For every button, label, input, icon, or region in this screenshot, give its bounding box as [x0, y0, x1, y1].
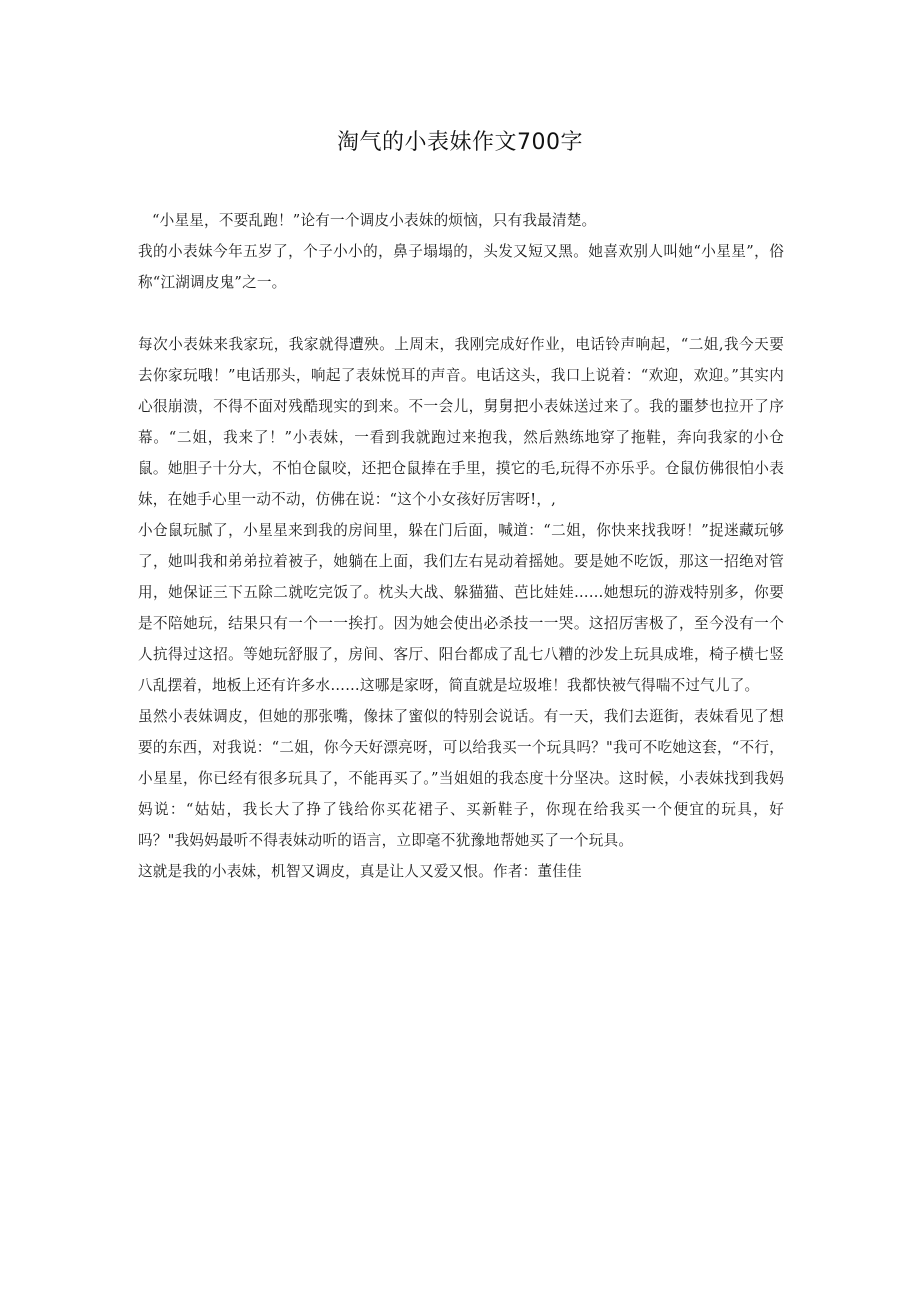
paragraph-3: 每次小表妹来我家玩，我家就得遭殃。上周末，我刚完成好作业，电话铃声响起，“二姐,我今天要去你家玩哦！”电话那头，响起了表妹悦耳的声音。电话这头，我口上说着：“欢迎，欢迎。”其实内心很崩溃，不得不面对残酷现实的到来。不一会儿，舅舅把小表妹送过来了。我的噩梦也拉开了序幕。“二姐，我来了！”小表妹，一看到我就跑过来抱我，然后熟练地穿了拖鞋，奔向我家的小仓鼠。她胆子十分大，不怕仓鼠咬，还把仓鼠捧在手里，摸它的毛,玩得不亦乐乎。仓鼠仿佛很怕小表妹，在她手心里一动不动，仿佛在说：“这个小女孩好厉害呀!，,	[138, 336, 784, 508]
document-body	[138, 205, 784, 887]
document-title: 淘气的小表妹作文700字	[337, 130, 583, 155]
paragraph-1: “小星星，不要乱跑！”论有一个调皮小表妹的烦恼，只有我最清楚。	[152, 212, 597, 229]
paragraph-4: 小仓鼠玩腻了，小星星来到我的房间里，躲在门后面，喊道：“二姐，你快来找我呀！”捉迷藏玩够了，她叫我和弟弟拉着被子，她躺在上面，我们左右晃动着摇她。要是她不吃饭，那这一招绝对管用，她保证三下五除二就吃完饭了。枕头大战、躲猫猫、芭比娃娃……她想玩的游戏特别多，你要是不陪她玩，结果只有一个一一挨打。因为她会使出必杀技一一哭。这招厉害极了，至今没有一个人抗得过这招。等她玩舒服了，房间、客厅、阳台都成了乱七八糟的沙发上玩具成堆，椅子横七竖八乱摆着，地板上还有许多水……这哪是家呀，简直就是垃圾堆！我都快被气得喘不过气儿了。	[138, 522, 784, 694]
paragraph-6: 这就是我的小表妹，机智又调皮，真是让人又爱又恨。作者：董佳佳	[138, 863, 582, 880]
paragraph-2: 我的小表妹今年五岁了，个子小小的，鼻子塌塌的，头发又短又黑。她喜欢别人叫她“小星星”，俗称“江湖调皮鬼”之一。	[138, 243, 784, 291]
paragraph-5: 虽然小表妹调皮，但她的那张嘴，像抹了蜜似的特别会说话。有一天，我们去逛街，表妹看见了想要的东西，对我说：“二姐，你今天好漂亮呀，可以给我买一个玩具吗？"我可不吃她这套，“不行，小星星，你已经有很多玩具了，不能再买了。”当姐姐的我态度十分坚决。这时候，小表妹找到我妈妈说：“姑姑，我长大了挣了钱给你买花裙子、买新鞋子，你现在给我买一个便宜的玩具，好吗？"我妈妈最听不得表妹动听的语言，立即毫不犹豫地帮她买了一个玩具。	[138, 708, 784, 849]
